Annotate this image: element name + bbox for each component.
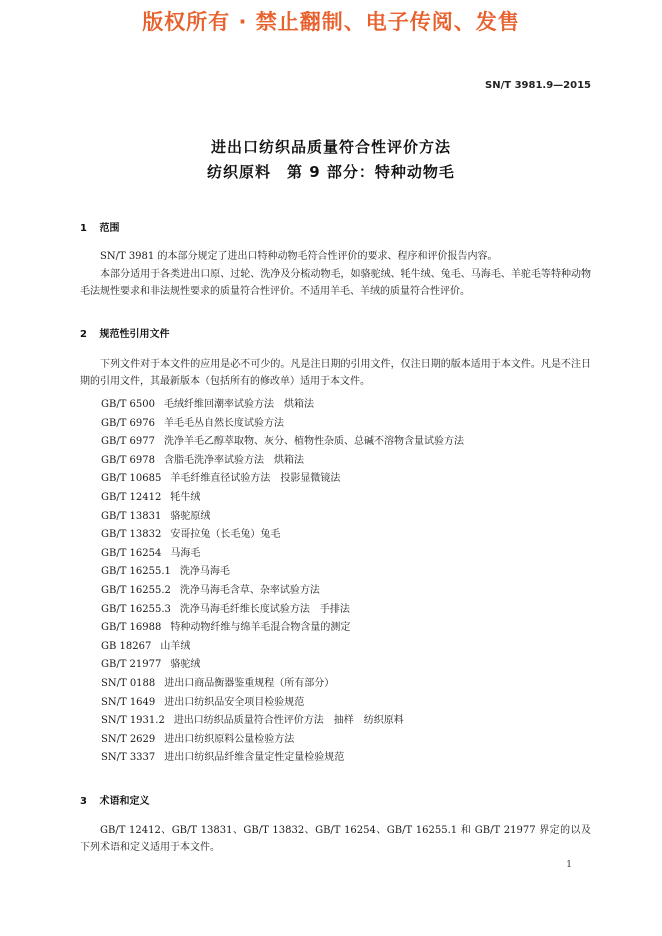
paragraph-text: 本部分适用于各类进出口原、过轮、洗净及分梳动物毛，如骆驼绒、牦牛绒、兔毛、马海毛、羊驼毛等特种动物毛法规性要求和非法规性要求的质量符合性评价。不适用羊毛、羊绒的质量符合性评价。: [80, 269, 591, 297]
reference-item: [101, 619, 464, 638]
reference-title: 进出口商品衡器鉴重规程（所有部分）: [164, 677, 335, 689]
document-code: SN/T 3981.9—2015: [485, 80, 591, 91]
reference-code: GB/T 13831: [101, 510, 162, 522]
section-heading-normative-references: [80, 325, 169, 340]
reference-title: 洗净羊毛乙醇萃取物、灰分、植物性杂质、总碱不溶物含量试验方法: [164, 436, 465, 448]
reference-title: 骆驼原绒: [170, 510, 211, 522]
reference-code: SN/T 1649: [101, 696, 156, 708]
reference-item: [101, 675, 464, 694]
reference-item: [101, 601, 464, 620]
reference-title: 羊毛纤维直径试验方法 投影显微镜法: [170, 473, 341, 485]
section-number: 1: [80, 223, 87, 234]
document-title: 进出口纺织品质量符合性评价方法: [210, 138, 451, 156]
reference-code: SN/T 2629: [101, 733, 156, 745]
reference-code: GB/T 13832: [101, 529, 162, 541]
reference-item: [101, 489, 464, 508]
reference-title: 洗净马海毛纤维长度试验方法 手排法: [179, 603, 350, 615]
reference-item: [101, 526, 464, 545]
reference-code: GB/T 16255.1: [101, 566, 171, 578]
paragraph-text: 下列文件对于本文件的应用是必不可少的。凡是注日期的引用文件，仅注日期的版本适用于本文件。凡是不注日期的引用文件，其最新版本（包括所有的修改单）适用于本文件。: [80, 359, 591, 387]
reference-code: GB/T 12412: [101, 491, 162, 503]
reference-item: [101, 415, 464, 434]
section-title: 范围: [99, 223, 120, 234]
reference-item: [101, 638, 464, 657]
reference-item: [101, 396, 464, 415]
reference-title: 山羊绒: [160, 640, 191, 652]
reference-title: 安哥拉兔（长毛兔）兔毛: [170, 529, 281, 541]
reference-code: SN/T 1931.2: [101, 715, 165, 727]
section-number: 2: [80, 329, 87, 340]
copyright-watermark: 版权所有 · 禁止翻制、电子传阅、发售: [142, 10, 520, 34]
reference-title: 进出口纺织品纤维含量定性定量检验规范: [164, 752, 345, 764]
reference-code: GB/T 21977: [101, 659, 162, 671]
reference-code: SN/T 3337: [101, 752, 156, 764]
reference-code: GB/T 16254: [101, 547, 162, 559]
reference-code: GB/T 6977: [101, 436, 156, 448]
reference-title: 进出口纺织品质量符合性评价方法 抽样 纺织原料: [173, 715, 404, 727]
reference-code: GB 18267: [101, 640, 152, 652]
reference-code: GB/T 16988: [101, 622, 162, 634]
reference-code: GB/T 6500: [101, 399, 156, 410]
page-number: 1: [566, 860, 572, 870]
reference-item: [101, 433, 464, 452]
reference-item: [101, 712, 464, 731]
scope-paragraph-2: [80, 266, 591, 300]
reference-title: 含脂毛洗净率试验方法 烘箱法: [164, 454, 305, 466]
paragraph-text: GB/T 12412、GB/T 13831、GB/T 13832、GB/T 16254、GB/T 16255.1 和 GB/T 21977 界定的以及下列术语和定义适用于本文件。: [80, 825, 591, 853]
reference-title: 羊毛毛丛自然长度试验方法: [164, 417, 285, 429]
section-title: 术语和定义: [99, 796, 150, 807]
reference-code: GB/T 10685: [101, 473, 162, 485]
reference-list: [101, 396, 464, 768]
reference-code: GB/T 6978: [101, 454, 156, 466]
reference-item: [101, 563, 464, 582]
reference-title: 毛绒纤维回潮率试验方法 烘箱法: [164, 399, 315, 410]
reference-title: 牦牛绒: [170, 491, 201, 503]
reference-item: [101, 656, 464, 675]
reference-code: GB/T 16255.3: [101, 603, 171, 615]
reference-item: [101, 749, 464, 768]
reference-title: 骆驼绒: [170, 659, 201, 671]
reference-item: [101, 582, 464, 601]
reference-item: [101, 731, 464, 750]
section-heading-terms-definitions: [80, 792, 149, 807]
document-subtitle: 纺织原料 第 9 部分：特种动物毛: [207, 163, 455, 181]
reference-item: [101, 508, 464, 527]
section-heading-scope: [80, 219, 119, 234]
terms-paragraph: [80, 822, 591, 856]
scope-paragraph-1: [80, 248, 591, 265]
reference-title: 洗净马海毛: [179, 566, 230, 578]
normative-intro-paragraph: [80, 356, 591, 390]
section-title: 规范性引用文件: [99, 329, 170, 340]
reference-title: 洗净马海毛含草、杂率试验方法: [179, 584, 320, 596]
reference-title: 马海毛: [170, 547, 201, 559]
reference-item: [101, 470, 464, 489]
paragraph-text: SN/T 3981 的本部分规定了进出口特种动物毛符合性评价的要求、程序和评价报告内容。: [100, 251, 498, 262]
reference-code: SN/T 0188: [101, 677, 156, 689]
reference-title: 进出口纺织品安全项目检验规范: [164, 696, 305, 708]
reference-item: [101, 545, 464, 564]
reference-item: [101, 452, 464, 471]
reference-code: GB/T 16255.2: [101, 584, 171, 596]
reference-item: [101, 694, 464, 713]
reference-title: 进出口纺织原料公量检验方法: [164, 733, 295, 745]
section-number: 3: [80, 796, 87, 807]
reference-code: GB/T 6976: [101, 417, 156, 429]
reference-title: 特种动物纤维与绵羊毛混合物含量的测定: [170, 622, 351, 634]
